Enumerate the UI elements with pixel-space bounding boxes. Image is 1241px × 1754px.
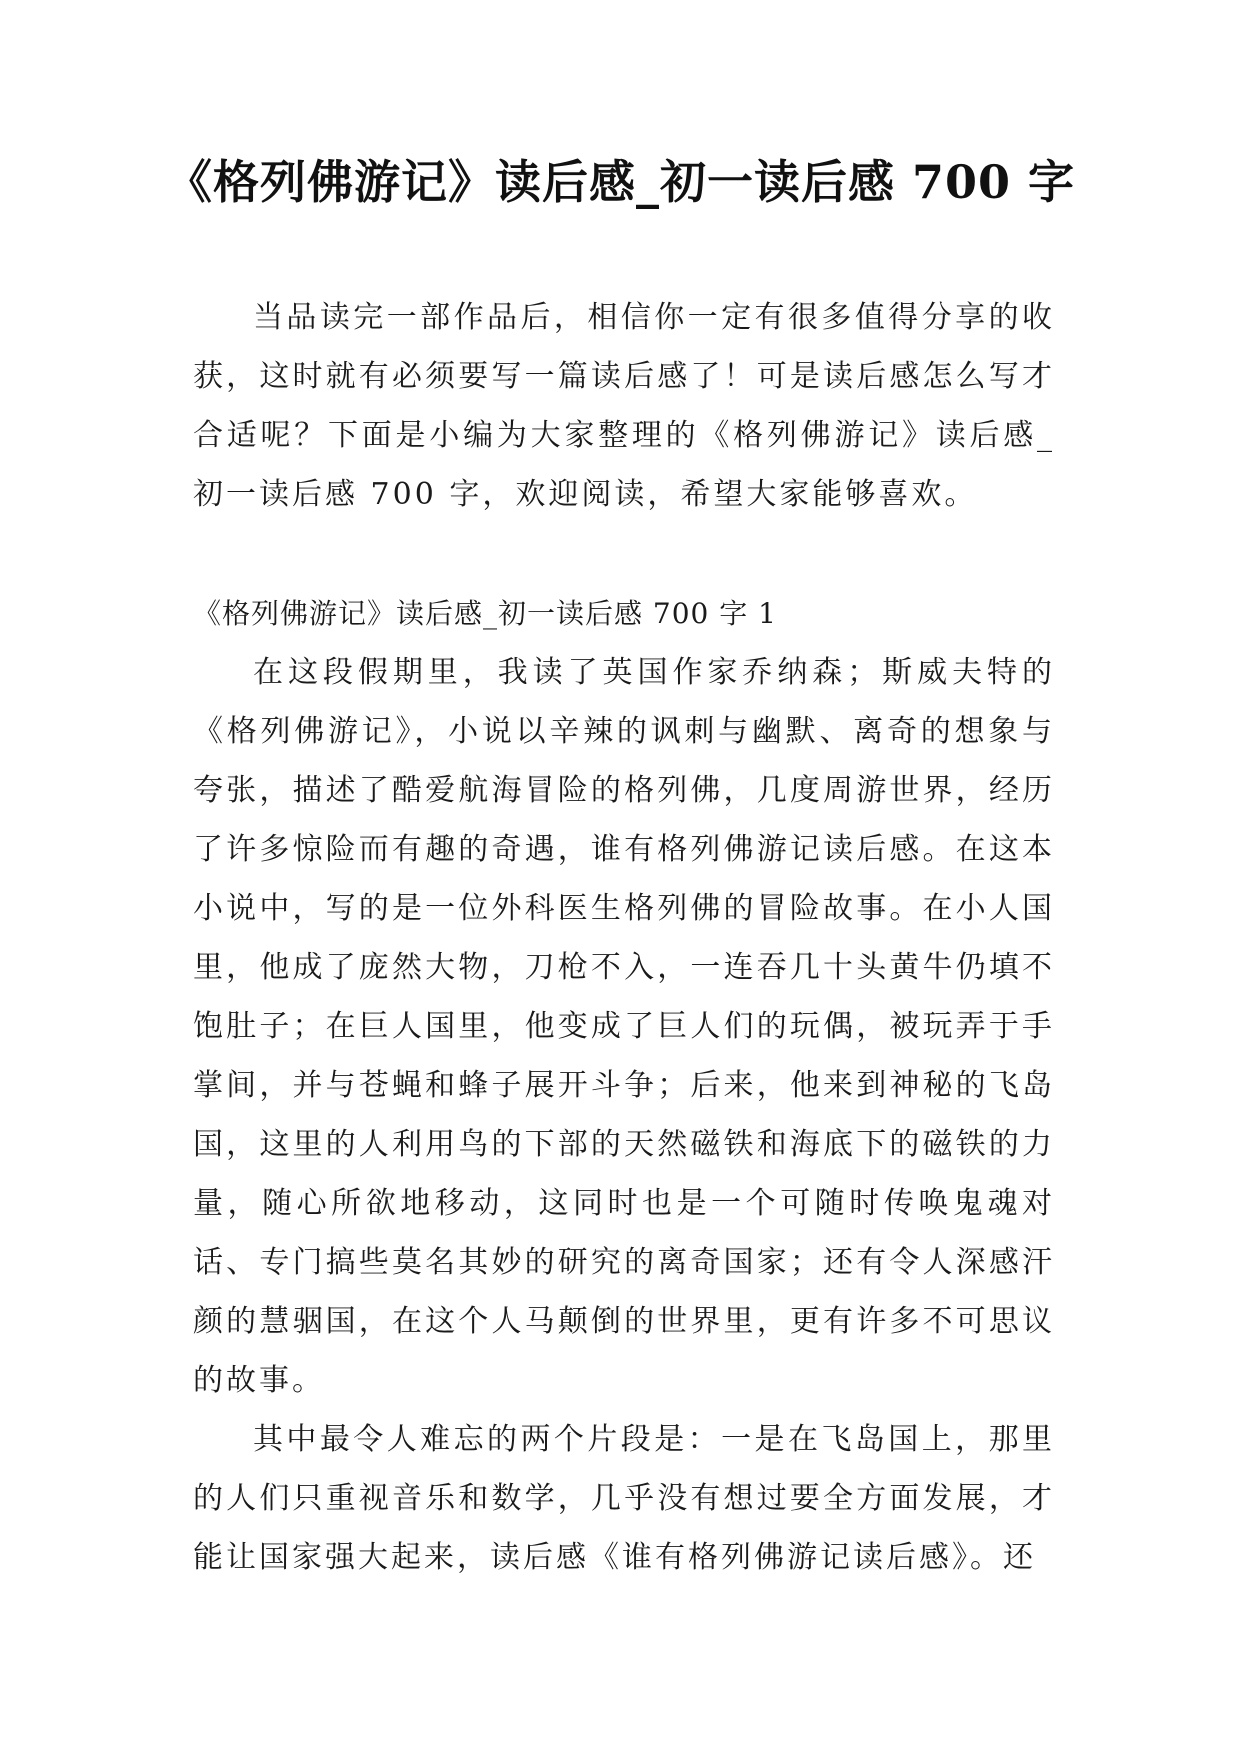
document-body: [193, 288, 1055, 1587]
document-title: 《格列佛游记》读后感_初一读后感 700 字: [165, 155, 1076, 209]
body-paragraph-1: 在这段假期里，我读了英国作家乔纳森；斯威夫特的《格列佛游记》，小说以辛辣的讽刺与幽默、离奇的想象与夸张，描述了酷爱航海冒险的格列佛，几度周游世界，经历了许多惊险而有趣的奇遇，谁有格列佛游记读后感。在这本小说中，写的是一位外科医生格列佛的冒险故事。在小人国里，他成了庞然大物，刀枪不入，一连吞几十头黄牛仍填不饱肚子；在巨人国里，他变成了巨人们的玩偶，被玩弄于手掌间，并与苍蝇和蜂子展开斗争；后来，他来到神秘的飞岛国，这里的人利用鸟的下部的天然磁铁和海底下的磁铁的力量，随心所欲地移动，这同时也是一个可随时传唤鬼魂对话、专门搞些莫名其妙的研究的离奇国家；还有令人深感汗颜的慧骃国，在这个人马颠倒的世界里，更有许多不可思议的故事。: [193, 655, 1055, 1398]
intro-paragraph: 当品读完一部作品后，相信你一定有很多值得分享的收获，这时就有必须要写一篇读后感了！可是读后感怎么写才合适呢？下面是小编为大家整理的《格列佛游记》读后感_初一读后感 700 字，欢迎阅读，希望大家能够喜欢。: [193, 300, 1055, 512]
section-heading: 《格列佛游记》读后感_初一读后感 700 字 1: [193, 597, 777, 630]
body-paragraph-2: 其中最令人难忘的两个片段是：一是在飞岛国上，那里的人们只重视音乐和数学，几乎没有想过要全方面发展，才能让国家强大起来，读后感《谁有格列佛游记读后感》。还: [193, 1422, 1055, 1575]
